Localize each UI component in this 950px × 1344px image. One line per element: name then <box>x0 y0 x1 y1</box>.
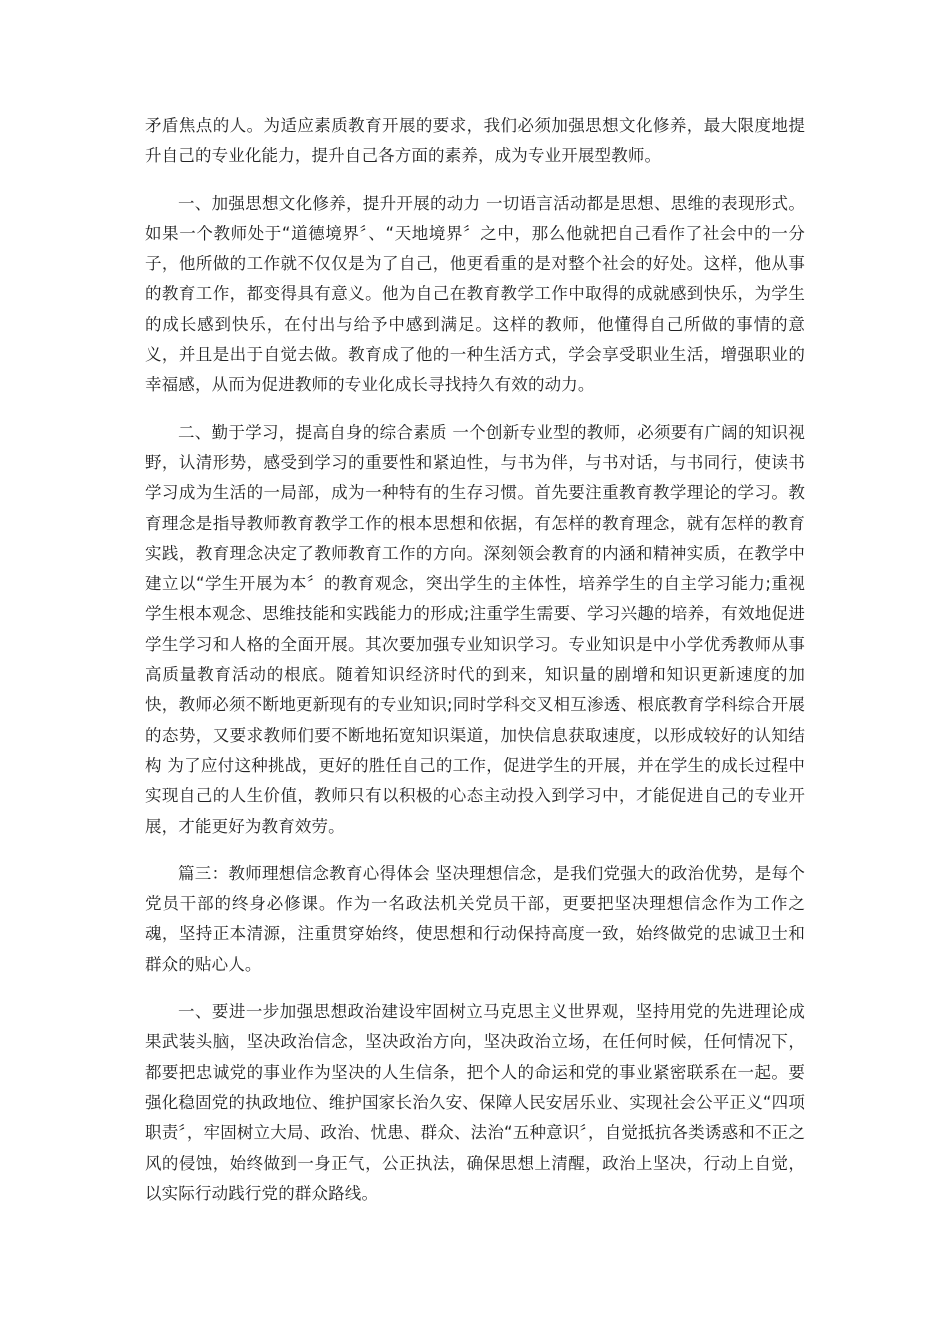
document-body <box>145 111 805 1226</box>
paragraph-section-1: 一、加强思想文化修养，提升开展的动力 一切语言活动都是思想、思维的表现形式。如果一个教师处于“道德境界〞、“天地境界〞之中，那么他就把自己看作了社会中的一分子，他所做的工作就不仅仅是为了自己，他更看重的是对整个社会的好处。这样，他从事的教育工作，都变得具有意义。他为自己在教育教学工作中取得的成就感到快乐，为学生的成长感到快乐，在付出与给予中感到满足。这样的教师，他懂得自己所做的事情的意义，并且是出于自觉去做。教育成了他的一种生活方式，学会享受职业生活，增强职业的幸福感，从而为促进教师的专业化成长寻找持久有效的动力。 <box>145 193 805 395</box>
paragraph-continuation: 矛盾焦点的人。为适应素质教育开展的要求，我们必须加强思想文化修养，最大限度地提升自己的专业化能力，提升自己各方面的素养，成为专业开展型教师。 <box>145 116 805 166</box>
paragraph-section-2: 二、勤于学习，提高自身的综合素质 一个创新专业型的教师，必须要有广阔的知识视野，认清形势，感受到学习的重要性和紧迫性，与书为伴，与书对话，与书同行，使读书学习成为生活的一局部，成为一种特有的生存习惯。首先要注重教育教学理论的学习。教育理念是指导教师教育教学工作的根本思想和依据，有怎样的教育理念，就有怎样的教育实践，教育理念决定了教师教育工作的方向。深刻领会教育的内涵和精神实质，在教学中建立以“学生开展为本〞的教育观念，突出学生的主体性，培养学生的自主学习能力;重视学生根本观念、思维技能和实践能力的形成;注重学生需要、学习兴趣的培养，有效地促进学生学习和人格的全面开展。其次要加强专业知识学习。专业知识是中小学优秀教师从事高质量教育活动的根底。随着知识经济时代的到来，知识量的剧增和知识更新速度的加快，教师必须不断地更新现有的专业知识;同时学科交叉相互渗透、根底教育学科综合开展的态势，又要求教师们要不断地拓宽知识渠道，加快信息获取速度，以形成较好的认知结构 为了应付这种挑战，更好的胜任自己的工作，促进学生的开展，并在学生的成长过程中实现自己的人生价值，教师只有以积极的心态主动投入到学习中，才能促进自己的专业开展，才能更好为教育效劳。 <box>145 422 805 836</box>
paragraph-essay-3-section-1: 一、要进一步加强思想政治建设牢固树立马克思主义世界观，坚持用党的先进理论成果武装头脑，坚决政治信念，坚决政治方向，坚决政治立场，在任何时候，任何情况下，都要把忠诚党的事业作为坚决的人生信条，把个人的命运和党的事业紧密联系在一起。要强化稳固党的执政地位、维护国家长治久安、保障人民安居乐业、实现社会公平正义“四项职责〞，牢固树立大局、政治、忧患、群众、法治“五种意识〞，自觉抵抗各类诱惑和不正之风的侵蚀，始终做到一身正气，公正执法，确保思想上清醒，政治上坚决，行动上自觉，以实际行动践行党的群众路线。 <box>145 1002 805 1203</box>
paragraph-essay-3-intro: 篇三：教师理想信念教育心得体会 坚决理想信念，是我们党强大的政治优势，是每个党员干部的终身必修课。作为一名政法机关党员干部，更要把坚决理想信念作为工作之魂，坚持正本清源，注重贯穿始终，使思想和行动保持高度一致，始终做党的忠诚卫士和群众的贴心人。 <box>145 863 805 974</box>
